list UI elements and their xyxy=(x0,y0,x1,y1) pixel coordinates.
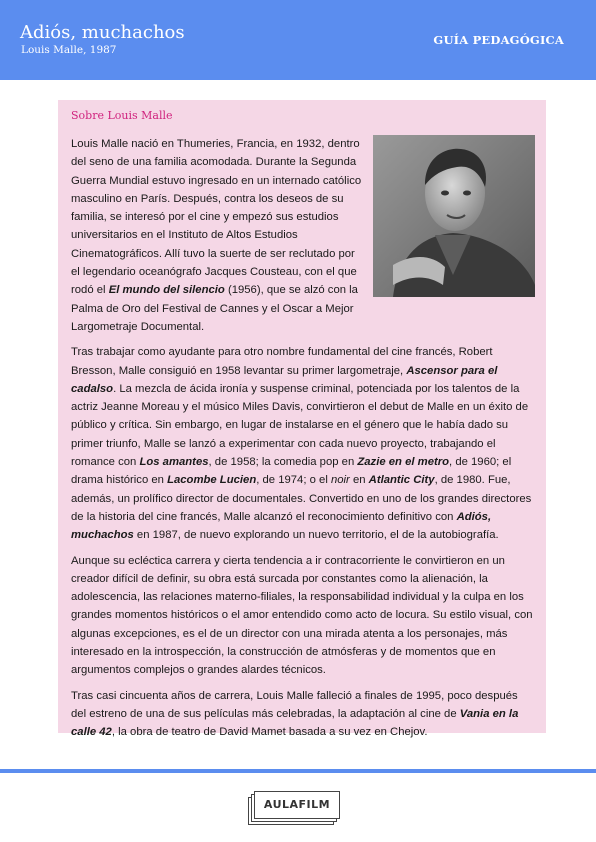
film-title-amantes: Los amantes xyxy=(139,456,209,469)
page-header xyxy=(0,0,596,80)
film-title-ascensor: Ascensor para el cadalso xyxy=(71,364,498,395)
text: (1956), que se alzó con la Palma de Oro del Festival de Cannes y el Oscar a Mejor Largometraje Documental. xyxy=(71,284,358,333)
film-title-lacombe: Lacombe Lucien xyxy=(167,474,257,487)
about-section xyxy=(58,100,546,739)
director-portrait xyxy=(373,135,535,297)
text: , de 1960; el drama histórico en xyxy=(71,456,512,487)
text: Tras trabajar como ayudante para otro nombre fundamental del cine francés, Robert Bresson, Malle consiguió en 1958 levantar su primer largometraje, xyxy=(71,346,493,377)
genre-noir: noir xyxy=(330,474,350,487)
text: en xyxy=(349,474,369,487)
film-title-vania: Vania en la calle 42 xyxy=(71,707,519,739)
text: Louis Malle nació en Thumeries, Francia, en 1932, dentro del seno de una familia acomodada. Durante la Segunda Guerra Mundial estuvo ingresado en un internado católico masculino en París. Después, contra los deseos de su familia, se interesó por el cine y empezó sus estudios universitarios en el Instituto de Altos Estudios Cinematográficos. Allí tuvo la suerte de ser reclutado por el legendario oceanógrafo Jacques Cousteau, con el que rodó el xyxy=(71,138,362,297)
film-title: Adiós, muchachos xyxy=(20,22,185,43)
text: Tras casi cincuenta años de carrera, Louis Malle falleció a finales de 1995, poco después del estreno de una de sus películas más celebradas, la adaptación al cine de xyxy=(71,689,518,720)
text: . La mezcla de ácida ironía y suspense criminal, potenciada por los talentos de la actriz Jeanne Moreau y el músico Miles Davis, convirtieron el debut de Malle en un éxito de público y crítica. Sin embargo, en lugar de instalarse en el género que le había dado su primer triunfo, Malle se lanzó a experimentar con cada nuevo proyecto, trabajando el romance con xyxy=(71,382,529,469)
film-subtitle: Louis Malle, 1987 xyxy=(21,44,117,56)
paragraph-4 xyxy=(71,687,533,742)
logo-text: AULAFILM xyxy=(254,791,340,819)
film-title-mundo-silencio: El mundo del silencio xyxy=(108,284,225,297)
aulafilm-logo xyxy=(248,791,338,825)
film-title-atlantic-city: Atlantic City xyxy=(368,474,435,487)
text: , de 1980. Fue, además, un prolífico director de documentales. Convertido en uno de los grandes directores de la historia del cine francés, Malle alcanzó el reconocimiento definitivo con xyxy=(71,474,532,523)
film-title-zazie: Zazie en el metro xyxy=(357,456,450,469)
text: , de 1974; o el xyxy=(256,474,331,487)
film-title-adios-muchachos: Adiós, muchachos xyxy=(71,510,492,542)
text: en 1987, de nuevo explorando un nuevo territorio, el de la autobiografía. xyxy=(133,529,499,542)
paragraph-2 xyxy=(71,343,533,544)
section-heading: Sobre Louis Malle xyxy=(71,109,173,122)
text: , de 1958; la comedia pop en xyxy=(208,456,358,469)
paragraph-3: Aunque su ecléctica carrera y cierta tendencia a ir contracorriente le convirtieron en un creador difícil de definir, su obra está surcada por constantes como la alienación, la adolescencia, las relaciones materno-filiales, la responsabilidad individual y la culpa en los grandes momentos históricos o el amor entendido como acto de locura. Su estilo visual, con algunas excepciones, es el de un director con una mirada atenta a los personajes, más interesado en la introspección, la construcción de atmósferas y de momentos que en argumentos complejos o grandes alardes técnicos. xyxy=(71,554,533,677)
footer-divider xyxy=(0,769,596,773)
text: , la obra de teatro de David Mamet basada a su vez en Chejov. xyxy=(111,726,428,739)
guide-label: GUÍA PEDAGÓGICA xyxy=(433,33,564,47)
